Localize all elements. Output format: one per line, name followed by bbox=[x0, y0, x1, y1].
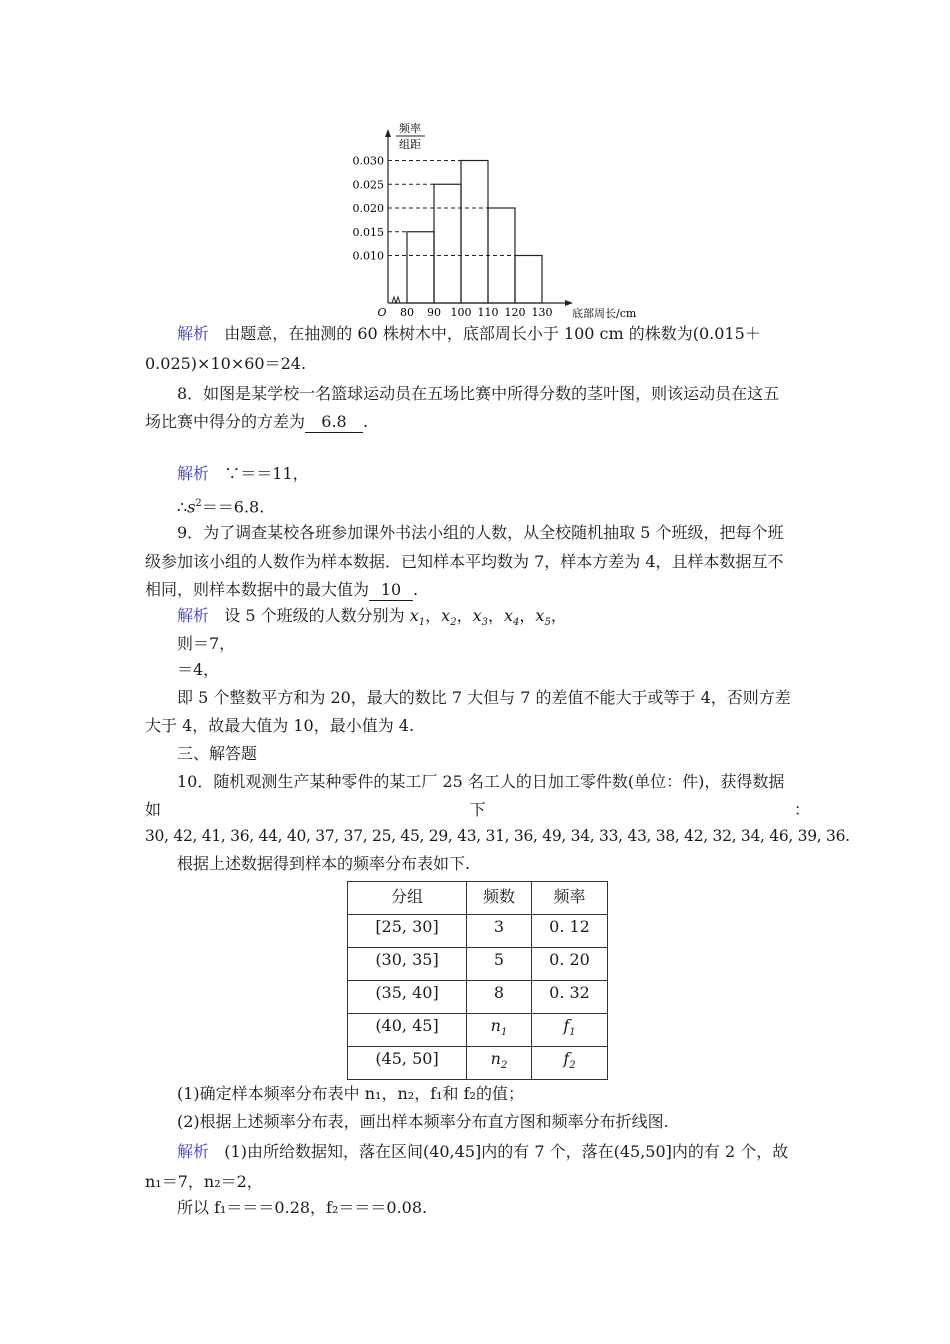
x-tick-label: 90 bbox=[427, 306, 441, 319]
q9-question-line2: 级参加该小组的人数作为样本数据．已知样本平均数为 7，样本方差为 4，且样本数据互不 bbox=[145, 552, 784, 571]
frequency-table bbox=[347, 881, 608, 1080]
y-tick-label: 0.010 bbox=[352, 249, 384, 263]
table-row bbox=[348, 915, 608, 948]
table-cell: $n_2$ bbox=[467, 1047, 532, 1080]
q8-question-line1: 8．如图是某学校一名篮球运动员在五场比赛中所得分数的茎叶图，则该运动员在这五 bbox=[177, 384, 780, 403]
solution-label: 解析 bbox=[177, 1142, 210, 1161]
q9-question-line1: 9．为了调查某校各班参加课外书法小组的人数，从全校随机抽取 5 个班级，把每个班 bbox=[177, 523, 784, 542]
y-tick-label: 0.020 bbox=[352, 202, 384, 215]
table-row bbox=[348, 981, 608, 1014]
q10-question-line1: 10．随机观测生产某种零件的某工厂 25 名工人的日加工零件数(单位：件)，获得数据 bbox=[177, 772, 785, 791]
table-row bbox=[348, 1047, 608, 1080]
q8-question-line2: 场比赛中得分的方差为 6.8 . bbox=[145, 412, 369, 431]
table-row bbox=[348, 948, 608, 981]
q9-answer: 10 bbox=[369, 580, 413, 601]
variable: $x_3$ bbox=[472, 606, 488, 629]
table-cell: $f_1$ bbox=[532, 1014, 608, 1047]
histogram-bar bbox=[407, 232, 434, 303]
table-cell: (35, 40] bbox=[348, 981, 467, 1014]
x-axis-label: 底部周长/cm bbox=[572, 307, 637, 320]
variable-list: $x_1$，$x_2$，$x_3$，$x_4$，$x_5$， bbox=[409, 606, 567, 629]
y-tick-label: 0.015 bbox=[352, 225, 384, 239]
q10-data-line: 30, 42, 41, 36, 44, 40, 37, 37, 25, 45, 29, 43, 31, 36, 49, 34, 33, 43, 38, 42, 32, 34, 46, 39, 36. bbox=[145, 827, 850, 845]
histogram-bar bbox=[461, 161, 488, 304]
y-axis-label-top: 频率 bbox=[399, 122, 421, 135]
q8-solution-line1: 解析 ∵＝＝11， bbox=[177, 464, 309, 483]
variable: $x_2$ bbox=[441, 606, 457, 629]
q9-solution-line4: 即 5 个整数平方和为 20，最大的数比 7 大但与 7 的差值不能大于或等于 4，否则方差 bbox=[177, 688, 791, 707]
q8-solution-line2: $\therefore s^2==6.8$. bbox=[177, 497, 265, 517]
x-tick-label: 110 bbox=[477, 306, 499, 319]
table-cell: (45, 50] bbox=[348, 1047, 467, 1080]
q10-part2: (2)根据上述频率分布表，画出样本频率分布直方图和频率分布折线图. bbox=[177, 1112, 669, 1131]
table-cell: 3 bbox=[467, 915, 532, 948]
q10-solution-line1: 解析 (1)由所给数据知，落在区间(40,45]内的有 7 个，落在(45,50]内的有 2 个，故 bbox=[177, 1142, 789, 1161]
table-cell: 0. 20 bbox=[532, 948, 608, 981]
x-tick-label: 80 bbox=[400, 306, 414, 319]
q9-question-line3: 相同，则样本数据中的最大值为 10 . bbox=[145, 580, 419, 599]
table-cell: $f_2$ bbox=[532, 1047, 608, 1080]
y-axis-label-bottom: 组距 bbox=[399, 138, 421, 151]
table-row bbox=[348, 1014, 608, 1047]
variable: $x_4$ bbox=[504, 606, 520, 629]
q7-solution-line2: 0.025)×10×60＝24. bbox=[145, 354, 307, 373]
column-header: 频率 bbox=[532, 882, 608, 915]
x-tick-label: 100 bbox=[450, 306, 472, 319]
table-cell: 0. 12 bbox=[532, 915, 608, 948]
q10-table-intro: 根据上述数据得到样本的频率分布表如下. bbox=[177, 854, 471, 873]
origin-label: O bbox=[377, 306, 387, 319]
q10-part1: (1)确定样本频率分布表中 n₁，n₂，f₁和 f₂的值； bbox=[177, 1084, 524, 1103]
variable: $x_5$ bbox=[535, 606, 551, 629]
histogram-bar bbox=[434, 184, 461, 303]
solution-label: 解析 bbox=[177, 606, 210, 625]
q9-solution-line3: ＝4， bbox=[177, 660, 220, 679]
table-cell: [25, 30] bbox=[348, 915, 467, 948]
q8-answer: 6.8 bbox=[305, 412, 363, 433]
table-cell: $n_1$ bbox=[467, 1014, 532, 1047]
q9-solution-line5: 大于 4，故最大值为 10，最小值为 4. bbox=[145, 716, 415, 735]
q9-solution-line2: 则＝7， bbox=[177, 634, 236, 653]
x-tick-label: 130 bbox=[531, 306, 553, 319]
q10-solution-line2: n₁＝7，n₂＝2， bbox=[145, 1172, 263, 1191]
variable: $x_1$ bbox=[409, 606, 426, 629]
q7-solution-line1: 解析 由题意，在抽测的 60 株树木中，底部周长小于 100 cm 的株数为(0.015＋ bbox=[177, 324, 761, 343]
table-cell: 0. 32 bbox=[532, 981, 608, 1014]
solution-label: 解析 bbox=[177, 324, 210, 343]
table-cell: 8 bbox=[467, 981, 532, 1014]
table-cell: 5 bbox=[467, 948, 532, 981]
x-tick-label: 120 bbox=[504, 306, 526, 319]
table-cell: (40, 45] bbox=[348, 1014, 467, 1047]
q9-solution-line1: 解析 设 5 个班级的人数分别为 $x_1$，$x_2$，$x_3$，$x_4$，$x_5$， bbox=[177, 606, 567, 629]
table-header-row bbox=[348, 882, 608, 915]
solution-label: 解析 bbox=[177, 464, 210, 483]
column-header: 分组 bbox=[348, 882, 467, 915]
frequency-histogram bbox=[340, 115, 640, 325]
section-title: 三、解答题 bbox=[177, 744, 258, 763]
table-cell: (30, 35] bbox=[348, 948, 467, 981]
y-tick-label: 0.030 bbox=[352, 154, 384, 168]
q10-solution-line3: 所以 f₁＝＝＝0.28，f₂＝＝＝0.08. bbox=[177, 1198, 428, 1217]
histogram-bar bbox=[515, 256, 542, 304]
y-tick-label: 0.025 bbox=[352, 178, 384, 192]
q10-question-line2: 如 下 ： bbox=[145, 800, 810, 819]
column-header: 频数 bbox=[467, 882, 532, 915]
